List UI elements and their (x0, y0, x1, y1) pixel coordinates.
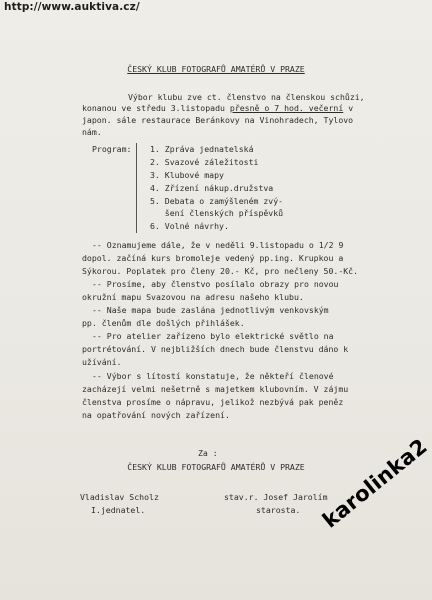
program-item-5: 5. Debata o zamýšleném zvý- (150, 196, 284, 206)
program-item-2: 2. Svazové záležitosti (150, 157, 259, 167)
notice-line-12: zacházejí velmi nešetrně s majetkem klubovním. V zájmu (82, 384, 349, 394)
intro-line-4: nám. (82, 127, 102, 137)
notice-line-11: -- Výbor s lítostí konstatuje, že někteří členové (92, 371, 334, 381)
notice-line-9: portrétování. V nejbližších dnech bude členstvu dáno k (82, 344, 349, 354)
program-item-6: 6. Volné návrhy. (150, 221, 229, 231)
auction-site-watermark: http://www.auktiva.cz/ (4, 1, 140, 13)
program-bracket (136, 143, 137, 233)
notice-line-10: užívání. (82, 357, 122, 367)
notice-line-3: Sýkorou. Poplatek pro členy 20.- Kč, pro nečleny 50.-Kč. (82, 266, 359, 276)
signature-2-name: stav.r. Josef Jarolím (224, 492, 328, 502)
club-title: ČESKÝ KLUB FOTOGRAFŮ AMATÉRŮ V PRAZE (127, 64, 305, 74)
notice-line-6: -- Naše mapa bude zaslána jednotlivým venkovským (92, 305, 329, 315)
signature-2-role: starosta. (256, 505, 301, 515)
notice-line-5: okružní mapu Svazovou na adresu našeho klubu. (82, 292, 304, 302)
notice-line-7: pp. členům dle došlých přihlášek. (82, 318, 245, 328)
notice-line-4: -- Prosíme, aby členstvo posílalo obrazy pro novou (92, 279, 339, 289)
program-item-3: 3. Klubové mapy (150, 170, 224, 180)
notice-line-14: na opatřování nových zařízení. (82, 410, 230, 420)
program-item-4: 4. Zřízení nákup.družstva (150, 183, 274, 193)
program-item-5-cont: šení členských příspěvků (150, 208, 284, 218)
intro-line-2: konanou ve středu 3.listopadu přesně o 7 hod. večerní v (82, 103, 354, 113)
intro-line-3: japon. sále restaurace Beránkovy na Vinohradech, Tylovo (82, 115, 354, 125)
signature-1-role: I.jednatel. (91, 505, 146, 515)
notice-line-13: členstva prosíme o nápravu, jelikož nezbývá pak peněz (82, 397, 344, 407)
program-label: Program: (92, 144, 132, 154)
notice-line-8: -- Pro atelier zařízeno bylo elektrické světlo na (92, 331, 334, 341)
meeting-time: přesně o 7 hod. večerní (229, 103, 344, 113)
signature-1-name: Vladislav Scholz (80, 492, 159, 502)
intro-line-1: Výbor klubu zve ct. členstvo na členskou schůzi, (128, 92, 365, 102)
notice-line-2: dopol. začíná kurs bromoleje vedený pp.ing. Krupkou a (82, 253, 344, 263)
seller-watermark: karolinka2 (318, 434, 432, 533)
closing-club-name: ČESKÝ KLUB FOTOGRAFŮ AMATÉRŮ V PRAZE (127, 462, 305, 472)
closing-za: Za : (198, 448, 218, 458)
notice-line-1: -- Oznamujeme dále, že v neděli 9.listopadu o 1/2 9 (92, 240, 344, 250)
program-item-1: 1. Zpráva jednatelská (150, 144, 254, 154)
